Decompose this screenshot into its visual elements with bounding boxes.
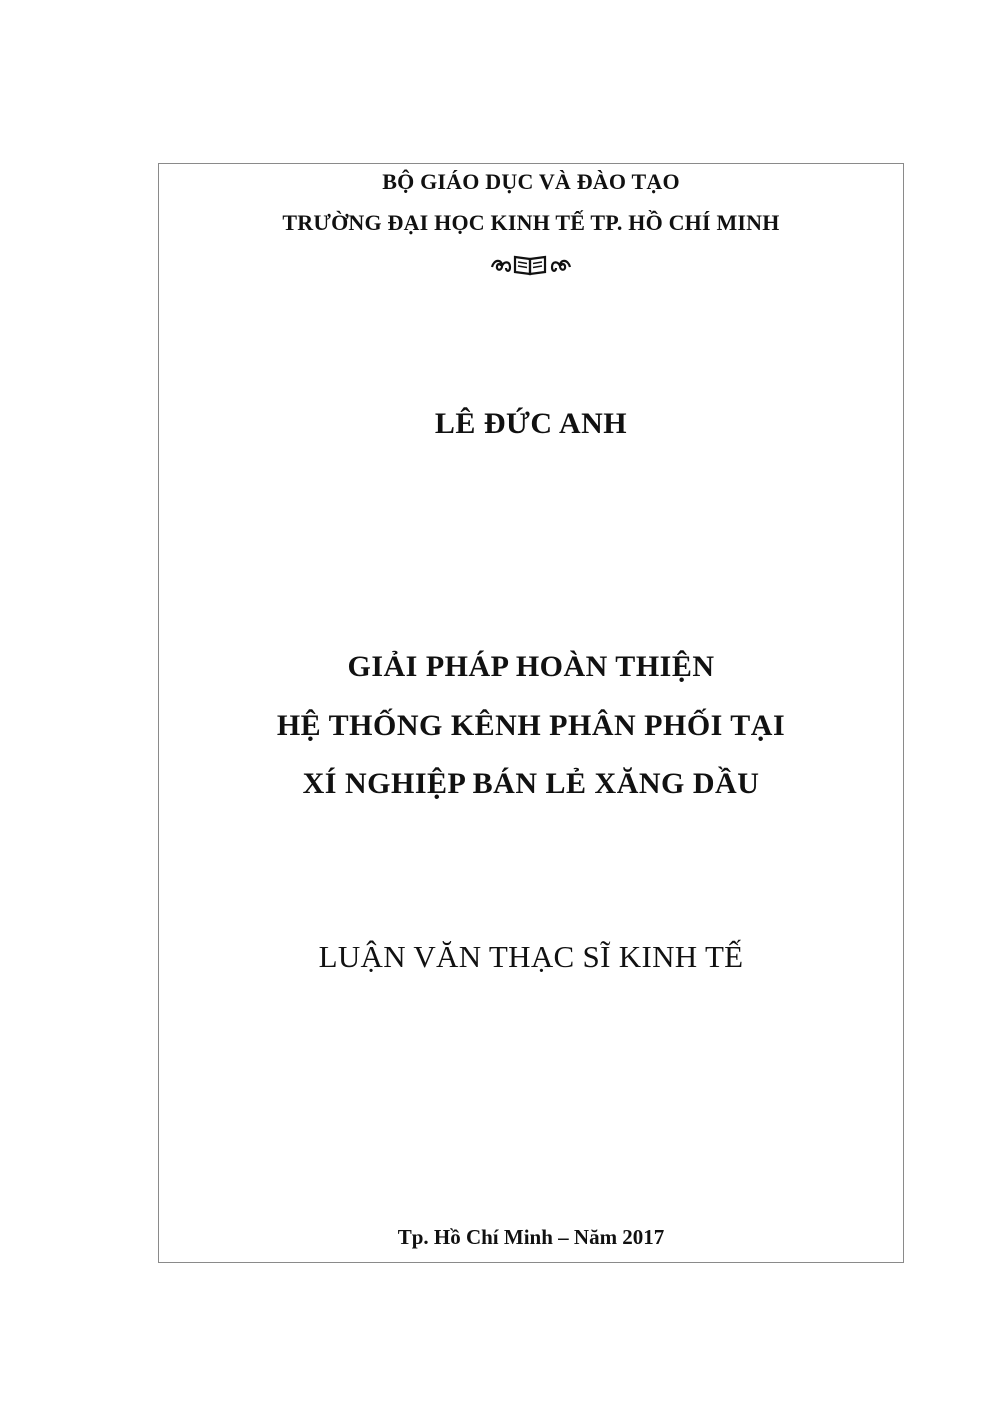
book-ornament-icon-graphic bbox=[490, 253, 572, 277]
book-ornament-icon bbox=[159, 252, 903, 278]
thesis-title-line-2: HỆ THỐNG KÊNH PHÂN PHỐI TẠI bbox=[276, 709, 786, 742]
ministry-name: BỘ GIÁO DỤC VÀ ĐÀO TẠO bbox=[382, 169, 680, 194]
cover-frame bbox=[158, 163, 904, 1263]
thesis-title-line-1: GIẢI PHÁP HOÀN THIỆN bbox=[347, 650, 715, 683]
degree-type: LUẬN VĂN THẠC SĨ KINH TẾ bbox=[318, 939, 744, 974]
university-name: TRƯỜNG ĐẠI HỌC KINH TẾ TP. HỒ CHÍ MINH bbox=[282, 210, 780, 235]
place-and-year: Tp. Hồ Chí Minh – Năm 2017 bbox=[397, 1225, 665, 1249]
thesis-title-line-3: XÍ NGHIỆP BÁN LẺ XĂNG DẦU bbox=[302, 767, 760, 800]
author-name: LÊ ĐỨC ANH bbox=[434, 407, 628, 440]
